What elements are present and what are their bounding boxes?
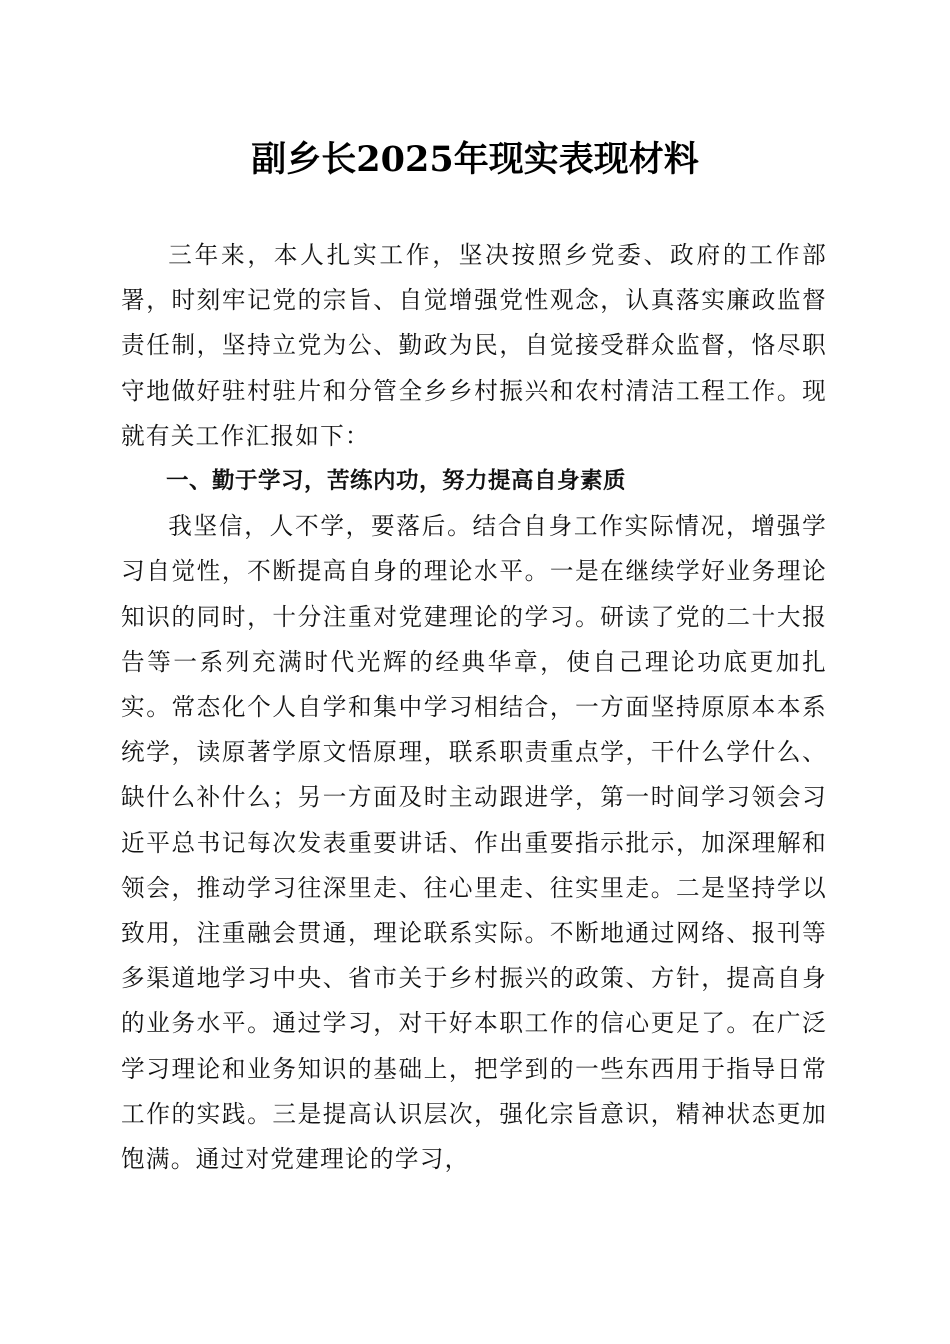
section-1-paragraph: 我坚信，人不学，要落后。结合自身工作实际情况，增强学习自觉性，不断提高自身的理论水平。一是在继续学好业务理论知识的同时，十分注重对党建理论的学习。研读了党的二十大报告等一系列充满时代光辉的经典华章，使自己理论功底更加扎实。常态化个人自学和集中学习相结合，一方面坚持原原本本系统学，读原著学原文悟原理，联系职责重点学，干什么学什么、缺什么补什么；另一方面及时主动跟进学，第一时间学习领会习近平总书记每次发表重要讲话、作出重要指示批示，加深理解和领会，推动学习往深里走、往心里走、往实里走。二是坚持学以致用，注重融会贯通，理论联系实际。不断地通过网络、报刊等多渠道地学习中央、省市关于乡村振兴的政策、方针，提高自身的业务水平。通过学习，对干好本职工作的信心更足了。在广泛学习理论和业务知识的基础上，把学到的一些东西用于指导日常工作的实践。三是提高认识层次，强化宗旨意识，精神状态更加饱满。通过对党建理论的学习， bbox=[121, 512, 827, 1174]
document-title: 副乡长2025年现实表现材料 bbox=[251, 139, 699, 180]
document-body bbox=[121, 233, 827, 1182]
section-1-heading: 一、勤于学习，苦练内功，努力提高自身素质 bbox=[166, 468, 627, 495]
intro-paragraph: 三年来，本人扎实工作，坚决按照乡党委、政府的工作部署，时刻牢记党的宗旨、自觉增强党性观念，认真落实廉政监督责任制，坚持立党为公、勤政为民，自觉接受群众监督，恪尽职守地做好驻村驻片和分管全乡乡村振兴和农村清洁工程工作。现就有关工作汇报如下： bbox=[121, 241, 827, 450]
